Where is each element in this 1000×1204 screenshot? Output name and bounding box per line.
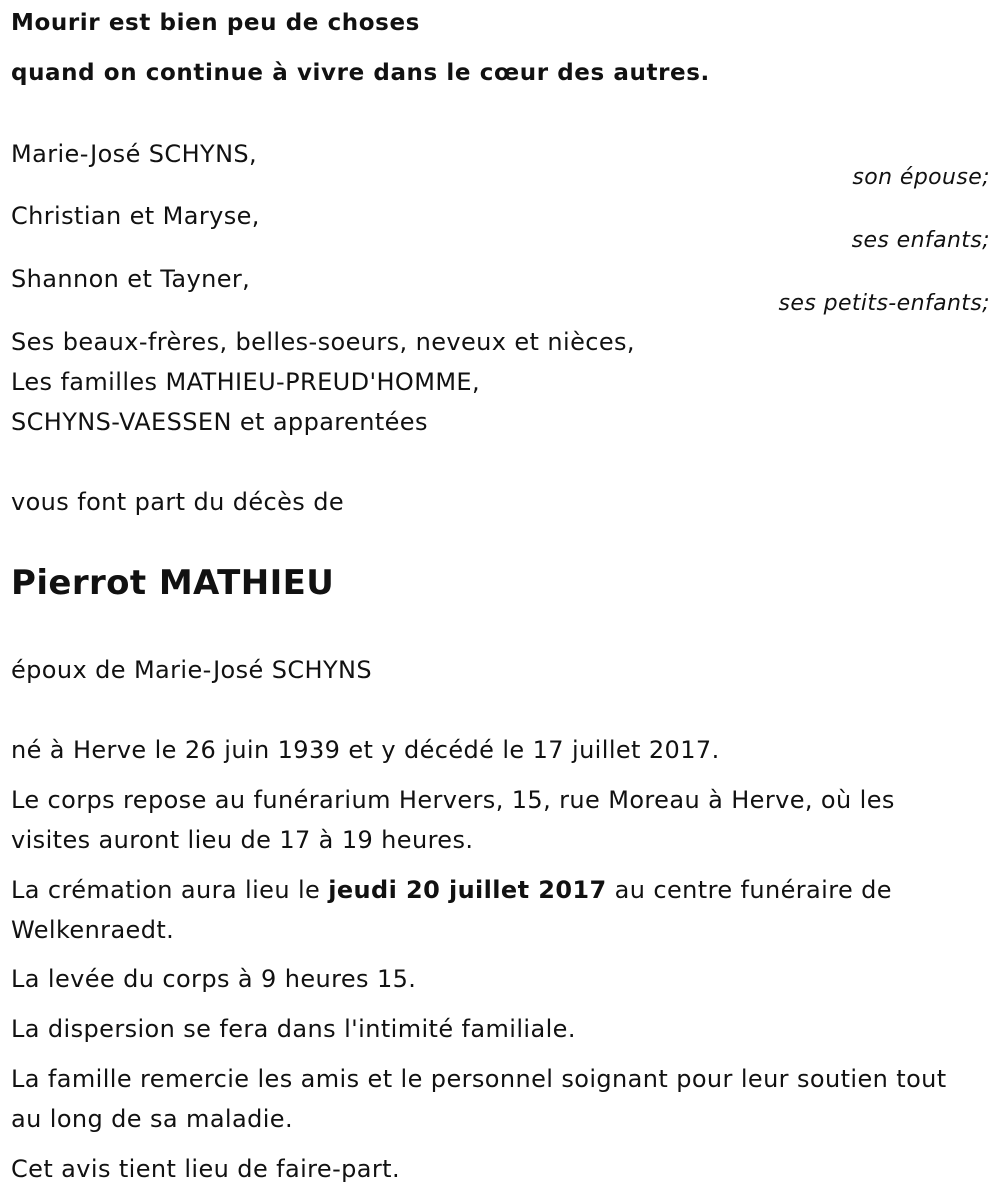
grandchildren-role: ses petits-enfants;	[778, 291, 990, 316]
cremation-text-before: La crémation aura lieu le	[11, 876, 329, 904]
announcement-intro: vous font part du décès de	[11, 488, 345, 516]
relatives-line-1: Ses beaux-frères, belles-soeurs, neveux et nièces,	[11, 328, 635, 356]
deceased-name: Pierrot MATHIEU	[11, 563, 335, 603]
spouse-name: Marie-José SCHYNS,	[11, 140, 258, 168]
cremation-info	[11, 870, 981, 950]
spouse-role: son épouse;	[852, 165, 990, 190]
cremation-text-after: au centre funéraire de Welkenraedt.	[11, 876, 892, 944]
grandchildren-names: Shannon et Tayner,	[11, 265, 251, 293]
thanks-message: La famille remercie les amis et le personnel soignant pour leur soutien tout au long de sa maladie.	[11, 1065, 947, 1133]
quote-line-2: quand on continue à vivre dans le cœur des autres.	[11, 60, 710, 86]
quote-line-1: Mourir est bien peu de choses	[11, 10, 420, 36]
relatives-line-3: SCHYNS-VAESSEN et apparentées	[11, 408, 428, 436]
removal-info: La levée du corps à 9 heures 15.	[11, 965, 417, 993]
notice-footer: Cet avis tient lieu de faire-part.	[11, 1155, 400, 1183]
relatives-line-2: Les familles MATHIEU-PREUD'HOMME,	[11, 368, 481, 396]
cremation-date: jeudi 20 juillet 2017	[328, 876, 607, 904]
children-role: ses enfants;	[851, 228, 990, 253]
visitation-info: Le corps repose au funérarium Hervers, 15, rue Moreau à Herve, où les visites auront lieu de 17 à 19 heures.	[11, 786, 895, 854]
spouse-relation: époux de Marie-José SCHYNS	[11, 656, 373, 684]
dispersion-info: La dispersion se fera dans l'intimité familiale.	[11, 1015, 576, 1043]
children-names: Christian et Maryse,	[11, 202, 260, 230]
birth-death-info: né à Herve le 26 juin 1939 et y décédé le 17 juillet 2017.	[11, 736, 720, 764]
